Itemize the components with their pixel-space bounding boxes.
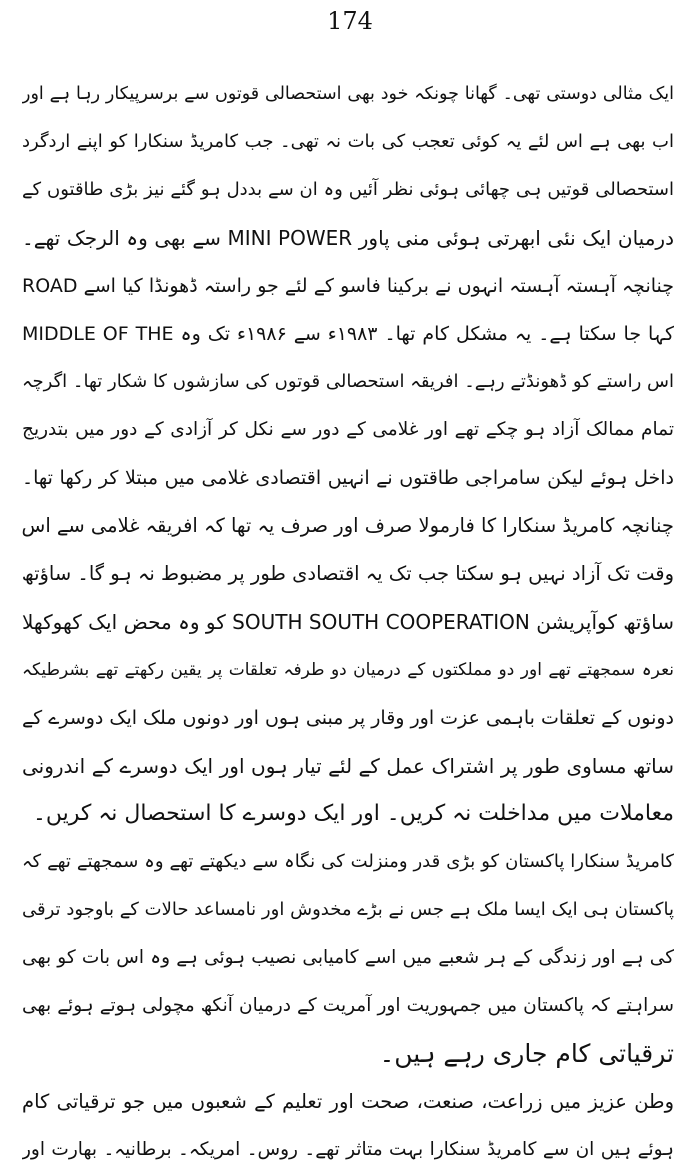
text-line: پاکستان ہی ایک ایسا ملک ہے جس نے بڑے مخدوش اور نامساعد حالات کے باوجود ترقی [22, 899, 674, 920]
text-line: ساؤتھ کوآپریشن SOUTH SOUTH COOPERATION کو وہ محض ایک کھوکھلا [22, 610, 674, 634]
text-line: MIDDLE OF THE کہا جا سکتا ہے۔ یہ مشکل کام تھا۔ ۱۹۸۳ء سے ۱۹۸۶ء تک وہ [22, 323, 674, 345]
text-line: ترقیاتی کام جاری رہے ہیں۔ [379, 1039, 674, 1068]
text-line: اب بھی ہے اس لئے یہ کوئی تعجب کی بات نہ تھی۔ جب کامریڈ سنکارا کو اپنے اردگرد [22, 131, 674, 152]
page-number: 174 [327, 7, 373, 35]
text-line: سراہتے کہ پاکستان میں جمہوریت اور آمریت کے درمیان آنکھ مچولی ہوتے ہوئے بھی [22, 995, 674, 1016]
text-line: چنانچہ کامریڈ سنکارا کا فارمولا صرف اور صرف یہ تھا کہ افریقہ غلامی سے اس [22, 514, 674, 537]
text-line: درمیان ایک نئی ابھرتی ہوئی منی پاور MINI POWER سے بھی وہ الرجک تھے۔ [22, 226, 674, 250]
text-line: ہوئے ہیں ان سے کامریڈ سنکارا بہت متاثر تھے۔ روس۔ امریکہ۔ برطانیہ۔ بھارت اور [22, 1139, 674, 1160]
text-line: استحصالی قوتیں ہی چھائی ہوئی نظر آئیں وہ ان سے بددل ہو گئے نیز بڑی طاقتوں کے [22, 179, 674, 200]
text-line: ساتھ مساوی طور پر اشتراک عمل کے لئے تیار ہوں اور ایک دوسرے کے اندرونی [22, 754, 674, 778]
text-line: نعرہ سمجھتے تھے اور دو مملکتوں کے درمیان دو طرفہ تعلقات پر یقین رکھتے تھے بشرطیکہ [22, 660, 674, 680]
text-line: وقت تک آزاد نہیں ہو سکتا جب تک یہ اقتصادی طور پر مضبوط نہ ہو گا۔ ساؤتھ [22, 562, 674, 585]
text-line: دونوں کے تعلقات باہمی عزت اور وقار پر مبنی ہوں اور دونوں ملک ایک دوسرے کے [22, 707, 674, 729]
text-line: تمام ممالک آزاد ہو چکے تھے اور غلامی کے دور سے نکل کر آزادی کے دور میں بتدریج [22, 419, 674, 440]
text-line: داخل ہوئے لیکن سامراجی طاقتوں نے انہیں اقتصادی غلامی میں مبتلا کر رکھا تھا۔ [22, 467, 674, 489]
article-body [22, 70, 674, 1174]
text-line: ایک مثالی دوستی تھی۔ گھانا چونکہ خود بھی استحصالی قوتوں سے برسرپیکار رہا ہے اور [22, 84, 674, 104]
text-line: اس راستے کو ڈھونڈتے رہے۔ افریقہ استحصالی قوتوں کی سازشوں کا شکار تھا۔ اگرچہ [22, 371, 674, 392]
text-line: کامریڈ سنکارا پاکستان کو بڑی قدر ومنزلت کی نگاہ سے دیکھتے تھے وہ سمجھتے تھے کہ [22, 851, 674, 872]
text-line: وطن عزیز میں زراعت، صنعت، صحت اور تعلیم کے شعبوں میں جو ترقیاتی کام [22, 1090, 674, 1113]
text-line: چنانچہ آہستہ آہستہ انہوں نے برکینا فاسو کے لئے جو راستہ ڈھونڈا کیا اسے ROAD [22, 275, 674, 297]
text-line: کی ہے اور زندگی کے ہر شعبے میں اسے کامیابی نصیب ہوئی ہے وہ اس بات کو بھی [22, 947, 674, 968]
text-line: معاملات میں مداخلت نہ کریں۔ اور ایک دوسرے کا استحصال نہ کریں۔ [32, 801, 674, 826]
